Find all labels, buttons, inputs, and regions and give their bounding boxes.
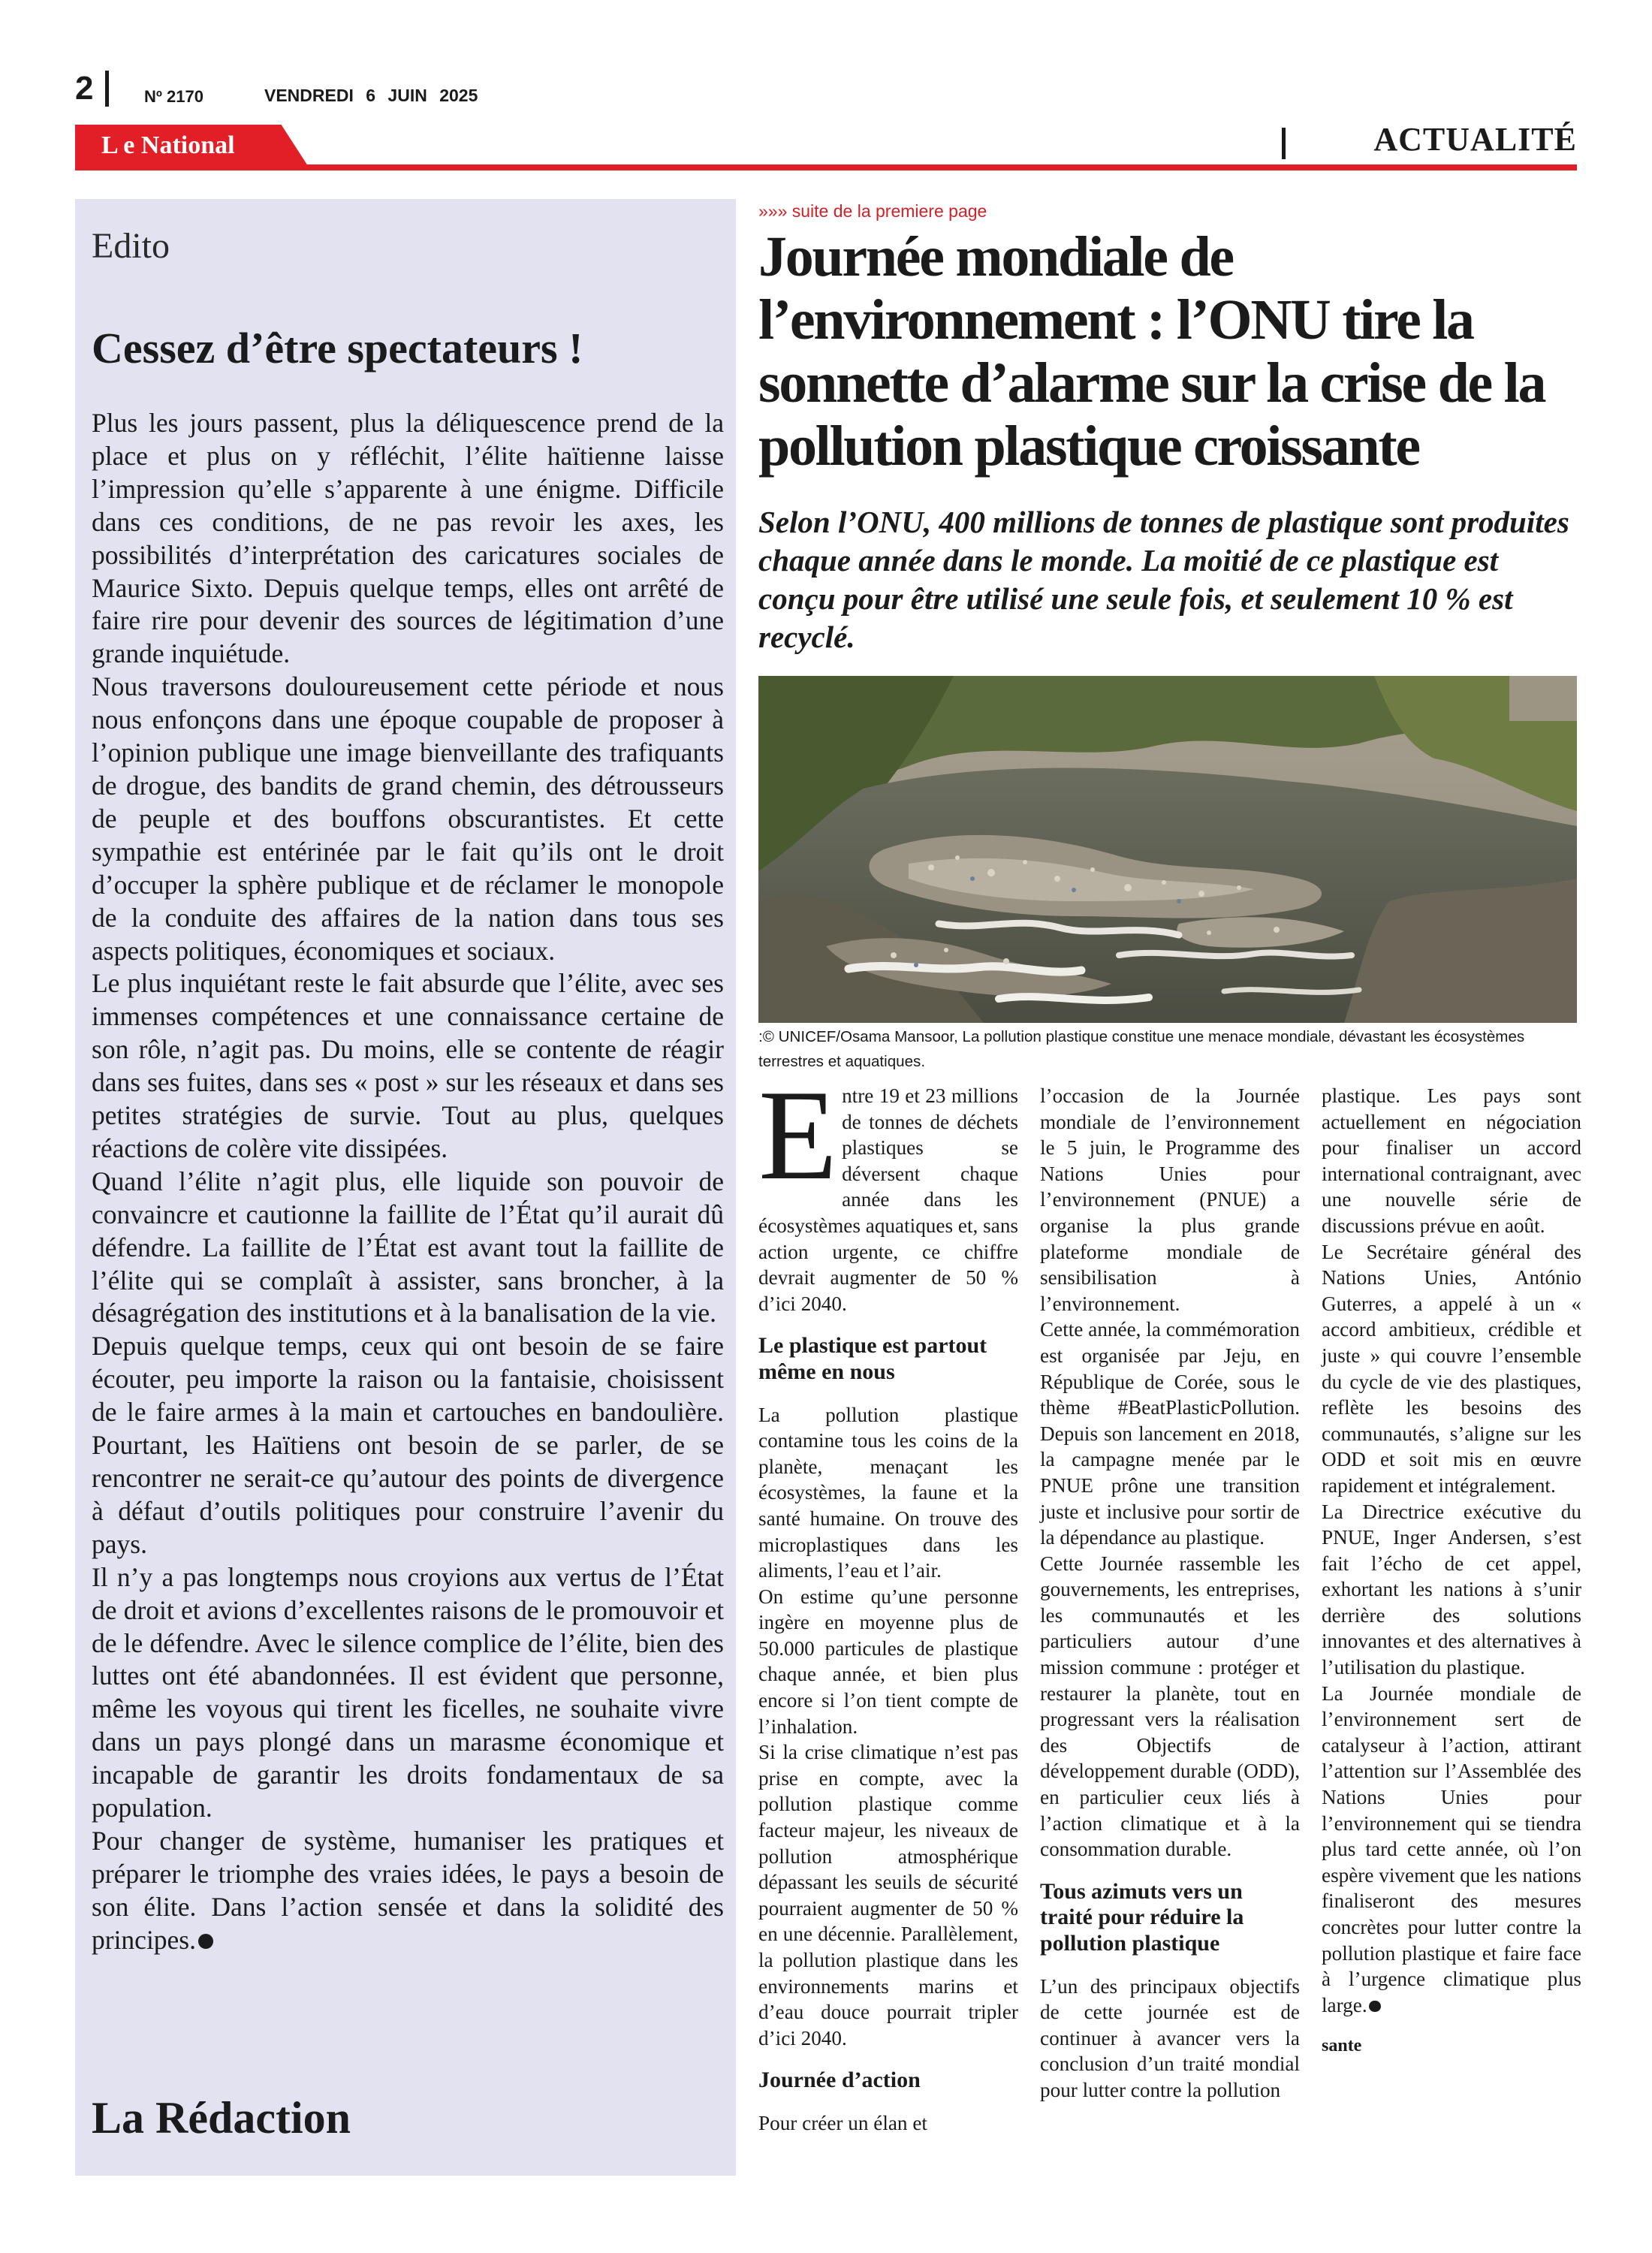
article-headline: Journée mondiale de l’environnement : l’ONU tire la sonnette d’alarme sur la crise de la pollution plastique croissante xyxy=(758,225,1545,478)
editorial-paragraph: Le plus inquiétant reste le fait absurde que l’élite, avec ses immenses compétences et une connaissance certaine de son rôle, n’agit pas. Du moins, elle se contente de réagir dans ses fuites, dans ses « post » sur les réseaux et dans ses petites stratégies de survie. Tout au plus, quelques réactions de colère vite dissipées. xyxy=(92,968,724,1163)
article-paragraph: Cette année, la commémoration est organisée par Jeju, en République de Corée, sous le thème #BeatPlasticPollution. Depuis son lancement en 2018, la campagne menée par le PNUE prône une transition juste et inclusive pour sortir de la dépendance au plastique. xyxy=(1040,1318,1300,1549)
editorial-kicker: Edito xyxy=(92,226,170,266)
page-number: 2 xyxy=(75,70,94,107)
article-paragraph xyxy=(1322,1681,1581,2019)
editorial-paragraph-text: Pour changer de système, humaniser les pratiques et préparer le triomphe des vraies idées, le pays a besoin de son élite. Dans l’action sensée et dans la solidité des principes. xyxy=(92,1825,724,1955)
article-paragraph: plastique. Les pays sont actuellement en négociation pour finaliser un accord international contraignant, avec une nouvelle série de discussions prévue en août. xyxy=(1322,1084,1581,1237)
end-of-article-mark xyxy=(198,1934,214,1950)
article-column-1 xyxy=(758,1064,1018,2137)
editorial-title: Cessez d’être spectateurs ! xyxy=(92,324,583,372)
article-lead-text: ntre 19 et 23 millions de tonnes de déchets plastiques se déversent chaque année dans les écosystèmes aquatiques et, sans action urgente, ce chiffre devrait augmenter de 50 % d’ici 2040. xyxy=(758,1084,1018,1315)
editorial-paragraph: Quand l’élite n’agit plus, elle liquide son pouvoir de convaincre et cautionne la faillite de l’État qu’il aurait dû défendre. La faillite de l’État est avant tout la faillite de l’élite qui se complaît à assister, sans broncher, à la désagrégation des institutions et à la banalisation de la vie. xyxy=(92,1166,724,1329)
issue-number: Nº 2170 xyxy=(144,87,203,106)
article-column-2 xyxy=(1040,1083,1300,2104)
publication-date: VENDREDI 6 JUIN 2025 xyxy=(264,86,478,105)
article-paragraph: La pollution plastique contamine tous les coins de la planète, menaçant les écosystèmes, la faune et la santé humaine. On trouve des microplastiques dans les aliments, l’eau et l’air. xyxy=(758,1403,1018,1582)
article-paragraph-text: La Journée mondiale de l’environnement sert de catalyseur à l’action, attirant l’attention sur l’Assemblée des Nations Unies pour l’environnement qui se tiendra plus tard cette année, où l’on espère vivement que les nations finaliseront des mesures concrètes pour lutter contre la pollution plastique et faire face à l’urgence climatique plus large. xyxy=(1322,1681,1581,2016)
section-divider xyxy=(1282,128,1286,159)
article-subheading: Journée d’action xyxy=(758,2068,921,2093)
editorial-paragraph: Nous traversons douloureusement cette période et nous nous enfonçons dans une époque coupable de proposer à l’opinion publique une image bienveillante des trafiquants de drogue, des bandits de grand chemin, des détrousseurs de peuple et des bouffons obscurantistes. Et cette sympathie est entérinée par le fait qu’ils ont le droit d’occuper la sphère publique et de réclamer le monopole de la conduite des affaires de la nation dans tous ses aspects politiques, économiques et sociaux. xyxy=(92,671,724,966)
article-subheading: Le plastique est partout même en nous xyxy=(758,1333,987,1384)
article-paragraph: Le Secrétaire général des Nations Unies, António Guterres, a appelé à un « accord ambitieux, crédible et juste » qui couvre l’ensemble du cycle de vie des plastiques, reflète les besoins des communautés, s’aligne sur les ODD et soit mis en œuvre rapidement et intégralement. xyxy=(1322,1240,1581,1497)
article-paragraph: L’un des principaux objectifs de cette journée est de continuer à avancer vers la conclusion d’un traité mondial pour lutter contre la pollution xyxy=(1040,1974,1300,2101)
editorial-signature: La Rédaction xyxy=(92,2093,351,2143)
article-paragraph: Cette Journée rassemble les gouvernements, les entreprises, les communautés et les particuliers autour d’une mission commune : protéger et restaurer la planète, tout en progressant vers la réalisation des Objectifs de développement durable (ODD), en particulier ceux liés à l’action climatique et à la consommation durable. xyxy=(1040,1552,1300,1861)
article-lead-paragraph xyxy=(758,1064,1018,1317)
article-photo xyxy=(758,676,1577,1023)
article-standfirst: Selon l’ONU, 400 millions de tonnes de plastique sont produites chaque année dans le monde. La moitié de ce plastique est conçu pour être utilisé une seule fois, et seulement 10 % est recyclé. xyxy=(758,505,1569,654)
photo-caption: :© UNICEF/Osama Mansoor, La pollution plastique constitue une menace mondiale, dévastant les écosystèmes terrestres et aquatiques. xyxy=(758,1028,1525,1070)
article-column-3 xyxy=(1322,1083,1581,2059)
editorial-paragraph: Depuis quelque temps, ceux qui ont besoin de se faire écouter, peu importe la raison ou la fantaisie, choisissent de le faire armes à la main et cartouches en bandoulière. Pourtant, les Haïtiens ont besoin de se parler, de se rencontrer ne serait-ce qu’autour des points de divergence à défaut d’outils politiques pour construire l’avenir du pays. xyxy=(92,1331,724,1559)
masthead-rule xyxy=(75,164,1577,170)
end-of-article-mark xyxy=(1369,2001,1381,2013)
editorial-body xyxy=(92,407,724,1957)
continued-from-kicker: »»» suite de la premiere page xyxy=(758,201,987,221)
article-paragraph: Si la crise climatique n’est pas prise en compte, avec la pollution plastique comme facteur majeur, les niveaux de pollution atmosphérique dépassant les seuils de sécurité pourraient augmenter de 50 % en une décennie. Parallèlement, la pollution plastique dans les environnements marins et d’eau douce pourrait tripler d’ici 2040. xyxy=(758,1741,1018,2049)
newspaper-logo: L e National xyxy=(101,131,235,159)
editorial-paragraph: Plus les jours passent, plus la déliquescence prend de la place et plus on y réfléchit, l’élite haïtienne laisse l’impression qu’elle s’apparente à une énigme. Difficile dans ces conditions, de ne pas revoir les axes, les possibilités d’interprétation des caricatures sociales de Maurice Sixto. Depuis quelque temps, elles ont arrêté de faire rire pour devenir des sources de légitimation d’une grande inquiétude. xyxy=(92,408,724,669)
drop-cap: E xyxy=(758,1064,838,1207)
article-subheading: Tous azimuts vers un traité pour réduire la pollution plastique xyxy=(1040,1878,1244,1956)
editorial-paragraph xyxy=(92,1825,724,1957)
article-paragraph: Pour créer un élan et xyxy=(758,2111,927,2134)
section-label: ACTUALITÉ xyxy=(1373,121,1577,158)
page-number-divider xyxy=(105,71,109,107)
article-paragraph: On estime qu’une personne ingère en moyenne plus de 50.000 particules de plastique chaque année, et bien plus encore si l’on tient compte de l’inhalation. xyxy=(758,1585,1018,1738)
article-paragraph: l’occasion de la Journée mondiale de l’environnement le 5 juin, le Programme des Nations Unies pour l’environnement (PNUE) a organise la plus grande plateforme mondiale de sensibilisation à l’environnement. xyxy=(1040,1084,1300,1315)
editorial-paragraph: Il n’y a pas longtemps nous croyions aux vertus de l’État de droit et avions d’excellentes raisons de le promouvoir et de le défendre. Avec le silence complice de l’élite, bien des luttes ont été abandonnées. Il est évident que personne, même les voyous qui tirent les ficelles, ne souhaite vivre dans un pays plongé dans un marasme économique et incapable de garantir les droits fondamentaux de sa population. xyxy=(92,1561,724,1823)
article-tag: sante xyxy=(1322,2036,1362,2056)
article-paragraph: La Directrice exécutive du PNUE, Inger Andersen, s’est fait l’écho de cet appel, exhortant les nations à s’unir derrière des solutions innovantes et des alternatives à l’utilisation du plastique. xyxy=(1322,1500,1581,1679)
